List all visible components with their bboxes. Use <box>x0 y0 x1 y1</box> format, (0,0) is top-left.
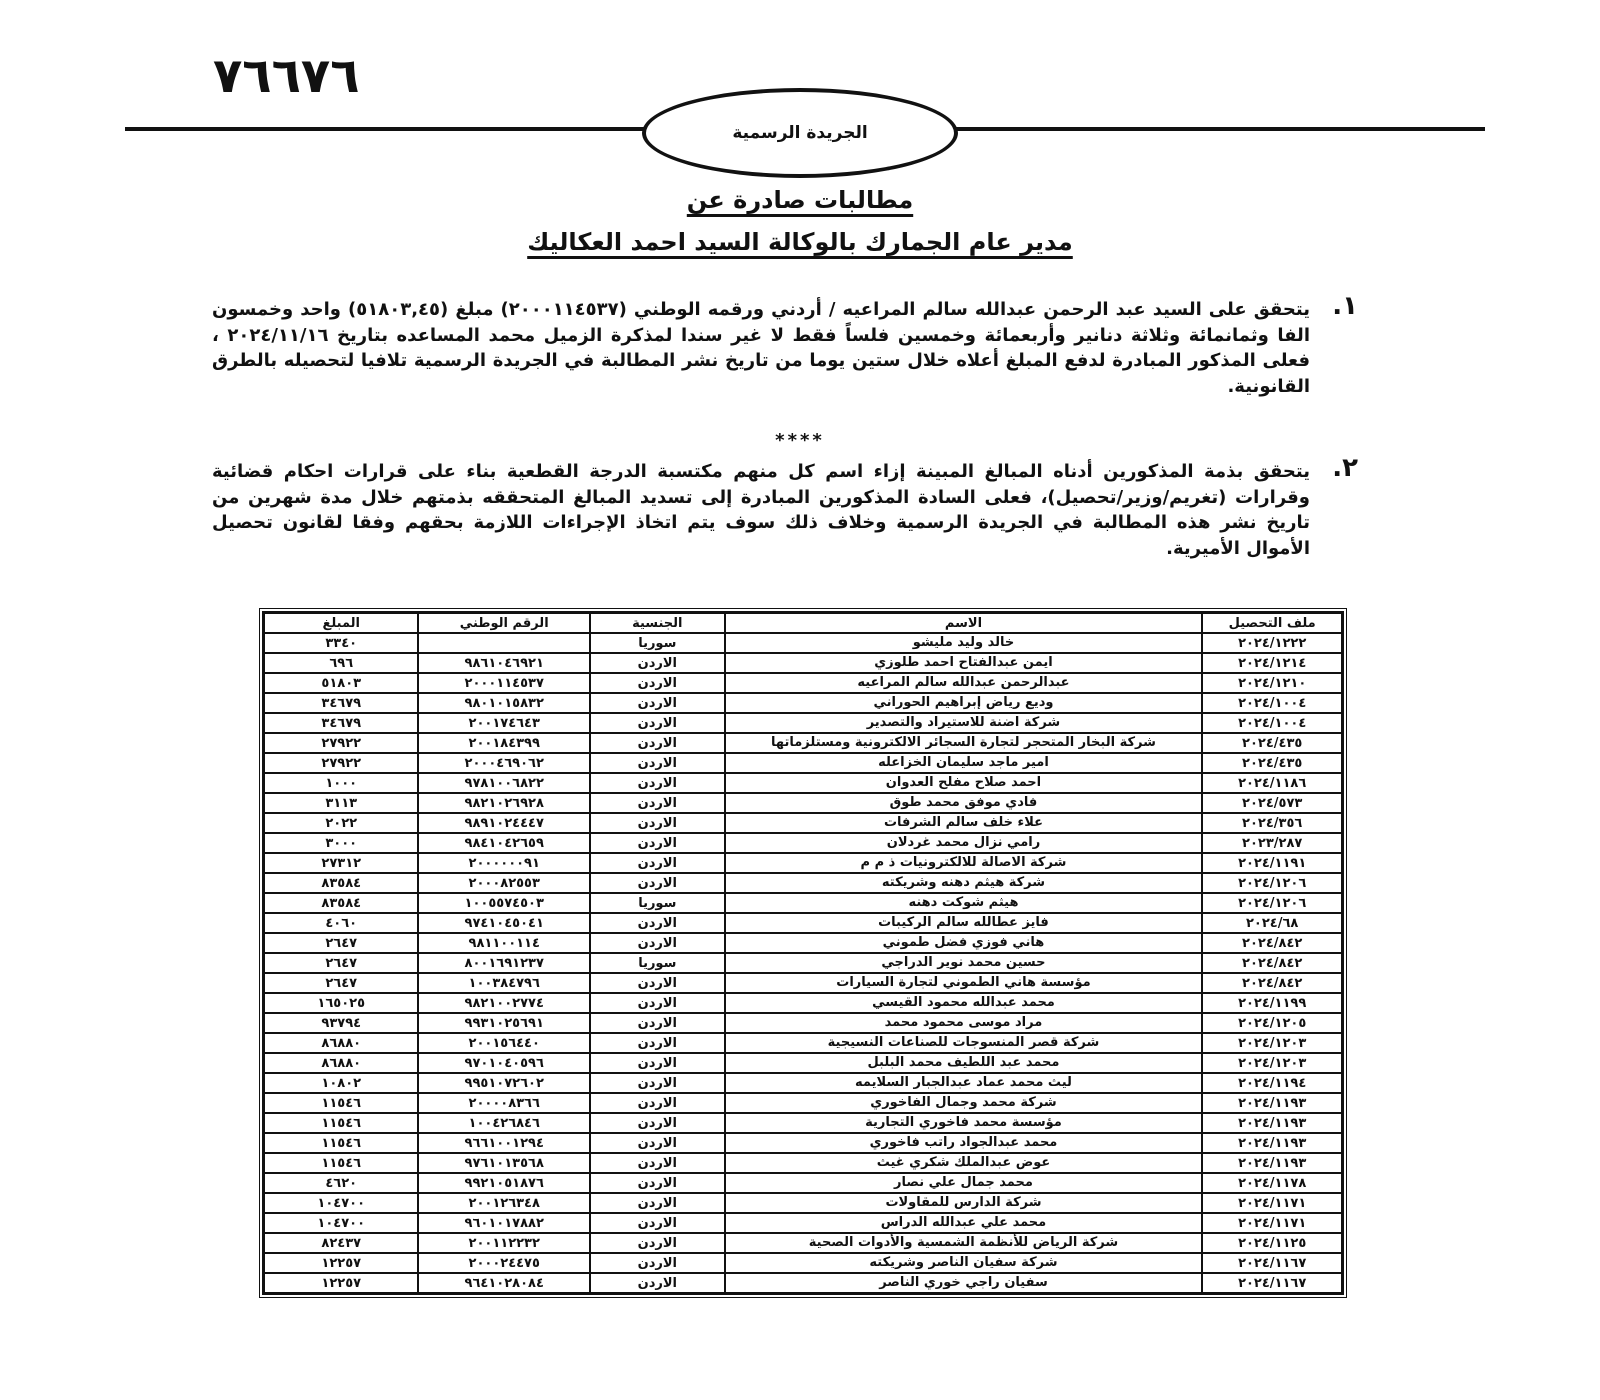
cell-file: ٢٠٢٤/١٢٠٥ <box>1202 1013 1342 1033</box>
paragraph-2 <box>212 453 1358 561</box>
cell-amount: ٣٠٠٠ <box>264 833 418 853</box>
cell-amount: ٢٠٢٢ <box>264 813 418 833</box>
table-row <box>264 753 1342 773</box>
cell-amount: ٢٦٤٧ <box>264 933 418 953</box>
cell-amount: ١٠٤٧٠٠ <box>264 1213 418 1233</box>
cell-name: ليث محمد عماد عبدالجبار السلايمه <box>725 1073 1203 1093</box>
cell-nationality: الاردن <box>590 1273 725 1293</box>
table-row <box>264 1233 1342 1253</box>
cell-nationality: الاردن <box>590 1153 725 1173</box>
cell-amount: ٣٣٤٠ <box>264 633 418 653</box>
cell-nationality: الاردن <box>590 913 725 933</box>
cell-file: ٢٠٢٤/١٢٠٣ <box>1202 1053 1342 1073</box>
cell-nationality: سوريا <box>590 953 725 973</box>
cell-amount: ١١٥٤٦ <box>264 1093 418 1113</box>
cell-nationality: الاردن <box>590 873 725 893</box>
table-row <box>264 633 1342 653</box>
title-line-2-text: مدير عام الجمارك بالوكالة السيد احمد العكاليك <box>527 228 1073 256</box>
cell-file: ٢٠٢٤/٤٣٥ <box>1202 753 1342 773</box>
cell-file: ٢٠٢٤/١٢٠٦ <box>1202 873 1342 893</box>
cell-national-id: ٩٩٢١٠٥١٨٧٦ <box>418 1173 590 1193</box>
table-row <box>264 1013 1342 1033</box>
cell-national-id: ٢٠٠٠٤٦٩٠٦٢ <box>418 753 590 773</box>
cell-file: ٢٠٢٤/١١٩٤ <box>1202 1073 1342 1093</box>
cell-national-id: ٢٠٠١١٢٢٣٢ <box>418 1233 590 1253</box>
header-nationality: الجنسية <box>590 613 725 633</box>
cell-nationality: سوريا <box>590 893 725 913</box>
table-row <box>264 833 1342 853</box>
cell-amount: ١١٥٤٦ <box>264 1153 418 1173</box>
cell-national-id: ٩٩٥١٠٧٢٦٠٢ <box>418 1073 590 1093</box>
cell-name: محمد عبدالله محمود القيسي <box>725 993 1203 1013</box>
cell-file: ٢٠٢٤/١٢٢٢ <box>1202 633 1342 653</box>
table-row <box>264 873 1342 893</box>
cell-name: وديع رياض إبراهيم الحوراني <box>725 693 1203 713</box>
cell-name: رامي نزال محمد غردلان <box>725 833 1203 853</box>
table-row <box>264 953 1342 973</box>
cell-nationality: سوريا <box>590 633 725 653</box>
cell-amount: ٨٦٨٨٠ <box>264 1033 418 1053</box>
cell-nationality: الاردن <box>590 833 725 853</box>
cell-file: ٢٠٢٤/١١٩٣ <box>1202 1113 1342 1133</box>
paragraph-2-number: ٢. <box>1332 453 1358 483</box>
cell-national-id: ٩٨١١٠٠١١٤ <box>418 933 590 953</box>
table-row <box>264 1093 1342 1113</box>
cell-file: ٢٠٢٤/٨٤٢ <box>1202 973 1342 993</box>
cell-file: ٢٠٢٤/١١٨٦ <box>1202 773 1342 793</box>
masthead-title: الجريدة الرسمية <box>732 123 868 143</box>
cell-amount: ١٦٥٠٢٥ <box>264 993 418 1013</box>
cell-file: ٢٠٢٤/٤٣٥ <box>1202 733 1342 753</box>
cell-amount: ٥١٨٠٣ <box>264 673 418 693</box>
cell-name: شركة سفيان الناصر وشريكته <box>725 1253 1203 1273</box>
cell-name: شركة اضنة للاستيراد والتصدير <box>725 713 1203 733</box>
cell-name: خالد وليد مليشو <box>725 633 1203 653</box>
paragraph-1-number: ١. <box>1332 291 1358 321</box>
cell-national-id: ٢٠٠١٢٦٣٤٨ <box>418 1193 590 1213</box>
table-row <box>264 1153 1342 1173</box>
separator-stars: **** <box>775 430 825 451</box>
cell-national-id: ٢٠٠٠٠٠٠٩١ <box>418 853 590 873</box>
cell-national-id: ٢٠٠٠٠٨٣٦٦ <box>418 1093 590 1113</box>
table-row <box>264 1033 1342 1053</box>
cell-amount: ٢٦٤٧ <box>264 973 418 993</box>
table-header-row <box>264 613 1342 633</box>
cell-name: شركة الرياض للأنظمة الشمسية والأدوات الصحية <box>725 1233 1203 1253</box>
cell-amount: ١٢٢٥٧ <box>264 1273 418 1293</box>
cell-name: مؤسسة محمد فاخوري التجارية <box>725 1113 1203 1133</box>
cell-name: شركة هيثم دهنه وشريكته <box>725 873 1203 893</box>
cell-national-id: ٢٠٠٠٢٤٤٧٥ <box>418 1253 590 1273</box>
cell-nationality: الاردن <box>590 653 725 673</box>
table-row <box>264 853 1342 873</box>
cell-nationality: الاردن <box>590 773 725 793</box>
cell-nationality: الاردن <box>590 1093 725 1113</box>
cell-nationality: الاردن <box>590 1193 725 1213</box>
table-row <box>264 1113 1342 1133</box>
table-row <box>264 1273 1342 1293</box>
cell-nationality: الاردن <box>590 1133 725 1153</box>
cell-nationality: الاردن <box>590 1013 725 1033</box>
cell-name: شركة قصر المنسوجات للصناعات النسيجية <box>725 1033 1203 1053</box>
cell-name: علاء خلف سالم الشرفات <box>725 813 1203 833</box>
cell-national-id: ٢٠٠٠٨٢٥٥٣ <box>418 873 590 893</box>
cell-national-id: ٩٨٠١٠١٥٨٣٢ <box>418 693 590 713</box>
cell-amount: ٩٣٧٩٤ <box>264 1013 418 1033</box>
cell-file: ٢٠٢٤/١٢٠٣ <box>1202 1033 1342 1053</box>
cell-nationality: الاردن <box>590 1253 725 1273</box>
cell-name: شركة الاصالة للالكترونيات ذ م م <box>725 853 1203 873</box>
cell-name: فايز عطالله سالم الركيبات <box>725 913 1203 933</box>
cell-nationality: الاردن <box>590 1053 725 1073</box>
cell-amount: ٢٧٣١٢ <box>264 853 418 873</box>
cell-file: ٢٠٢٤/١١٧١ <box>1202 1213 1342 1233</box>
cell-nationality: الاردن <box>590 1213 725 1233</box>
cell-nationality: الاردن <box>590 1173 725 1193</box>
cell-amount: ٢٧٩٢٢ <box>264 753 418 773</box>
cell-amount: ٦٩٦ <box>264 653 418 673</box>
cell-name: محمد عبد اللطيف محمد البلبل <box>725 1053 1203 1073</box>
table-row <box>264 893 1342 913</box>
cell-nationality: الاردن <box>590 733 725 753</box>
table-row <box>264 653 1342 673</box>
cell-national-id: ٢٠٠٠١١٤٥٣٧ <box>418 673 590 693</box>
cell-name: امير ماجد سليمان الخزاعله <box>725 753 1203 773</box>
cell-name: هاني فوزي فضل طموني <box>725 933 1203 953</box>
cell-national-id: ٩٨٢١٠٢٦٩٢٨ <box>418 793 590 813</box>
table-row <box>264 773 1342 793</box>
cell-name: عبدالرحمن عبدالله سالم المراعيه <box>725 673 1203 693</box>
cell-nationality: الاردن <box>590 933 725 953</box>
header-amount: المبلغ <box>264 613 418 633</box>
cell-file: ٢٠٢٤/١١٦٧ <box>1202 1273 1342 1293</box>
cell-file: ٢٠٢٣/٢٨٧ <box>1202 833 1342 853</box>
cell-amount: ١٠٤٧٠٠ <box>264 1193 418 1213</box>
cell-name: ايمن عبدالفتاح احمد طلوزي <box>725 653 1203 673</box>
cell-file: ٢٠٢٤/١١٧١ <box>1202 1193 1342 1213</box>
page-number: ٧٦٦٧٦ <box>213 48 360 104</box>
table-row <box>264 693 1342 713</box>
cell-name: محمد علي عبدالله الدراس <box>725 1213 1203 1233</box>
table-row <box>264 793 1342 813</box>
table-row <box>264 1193 1342 1213</box>
cell-national-id: ٩٦٠١٠١٧٨٨٢ <box>418 1213 590 1233</box>
cell-file: ٢٠٢٤/١١٦٧ <box>1202 1253 1342 1273</box>
cell-name: مؤسسة هاني الطموني لتجارة السيارات <box>725 973 1203 993</box>
cell-name: هيثم شوكت دهنه <box>725 893 1203 913</box>
cell-national-id: ١٠٠٣٨٤٧٩٦ <box>418 973 590 993</box>
table-row <box>264 1133 1342 1153</box>
cell-national-id: ٩٦٤١٠٢٨٠٨٤ <box>418 1273 590 1293</box>
paragraph-2-text: يتحقق بذمة المذكورين أدناه المبالغ المبينة إزاء اسم كل منهم مكتسبة الدرجة القطعية بناء على قرارات احكام قضائية وقرارات (تغريم/وزير/تحصيل)، فعلى السادة المذكورين المبادرة إلى تسديد المبالغ المتحققه بذمتهم خلال مدة شهرين من تاريخ نشر هذه المطالبة في الجريدة الرسمية وخلاف ذلك سوف يتم اتخاذ الإجراءات اللازمة بحقهم وفقا لقانون تحصيل الأموال الأميرية. <box>212 461 1310 559</box>
cell-national-id: ٩٧٦١٠١٣٥٦٨ <box>418 1153 590 1173</box>
cell-national-id: ٩٨٢١٠٠٢٧٧٤ <box>418 993 590 1013</box>
cell-amount: ٣٤٦٧٩ <box>264 693 418 713</box>
table-row <box>264 993 1342 1013</box>
cell-file: ٢٠٢٤/١٠٠٤ <box>1202 693 1342 713</box>
table-row <box>264 1253 1342 1273</box>
cell-name: محمد عبدالجواد راتب فاخوري <box>725 1133 1203 1153</box>
cell-file: ٢٠٢٤/١١٧٨ <box>1202 1173 1342 1193</box>
table-row <box>264 713 1342 733</box>
cell-nationality: الاردن <box>590 973 725 993</box>
cell-amount: ٨٢٤٣٧ <box>264 1233 418 1253</box>
cell-name: احمد صلاح مفلح العدوان <box>725 773 1203 793</box>
cell-amount: ١٠٨٠٢ <box>264 1073 418 1093</box>
cell-file: ٢٠٢٤/١٢١٤ <box>1202 653 1342 673</box>
cell-name: حسين محمد نوير الدراجي <box>725 953 1203 973</box>
table-row <box>264 733 1342 753</box>
paragraph-1-text: يتحقق على السيد عبد الرحمن عبدالله سالم المراعيه / أردني ورقمه الوطني (٢٠٠٠١١٤٥٣٧) مبلغ (٥١٨٠٣,٤٥) واحد وخمسون الفا وثمانمائة وثلاثة دنانير وأربعمائة وخمسين فلساً فقط لا غير سندا لمذكرة الزميل محمد المساعده بتاريخ ٢٠٢٤/١١/١٦ ، فعلى المذكور المبادرة لدفع المبلغ أعلاه خلال ستين يوما من تاريخ نشر المطالبة في الجريدة الرسمية تلافيا لتحصيله بالطرق القانونية. <box>212 299 1310 397</box>
claims-table <box>262 611 1344 1295</box>
cell-national-id: ٩٨٦١٠٤٦٩٢١ <box>418 653 590 673</box>
cell-amount: ٨٣٥٨٤ <box>264 893 418 913</box>
cell-national-id: ٨٠٠١٦٩١٢٣٧ <box>418 953 590 973</box>
cell-name: سفيان راجي خوري الناصر <box>725 1273 1203 1293</box>
cell-amount: ٢٧٩٢٢ <box>264 733 418 753</box>
title-line-1 <box>0 186 1600 214</box>
table-row <box>264 813 1342 833</box>
cell-file: ٢٠٢٤/٦٨ <box>1202 913 1342 933</box>
table-body <box>264 633 1342 1293</box>
header-national-id: الرقم الوطني <box>418 613 590 633</box>
cell-amount: ٤٠٦٠ <box>264 913 418 933</box>
cell-amount: ٤٦٢٠ <box>264 1173 418 1193</box>
cell-file: ٢٠٢٤/١١٩٣ <box>1202 1093 1342 1113</box>
cell-file: ٢٠٢٤/١٢٠٦ <box>1202 893 1342 913</box>
table-row <box>264 1173 1342 1193</box>
cell-national-id: ١٠٠٥٥٧٤٥٠٣ <box>418 893 590 913</box>
paragraph-1 <box>212 291 1358 399</box>
cell-national-id: ٩٦٦١٠٠١٢٩٤ <box>418 1133 590 1153</box>
cell-amount: ١٢٢٥٧ <box>264 1253 418 1273</box>
cell-nationality: الاردن <box>590 993 725 1013</box>
cell-nationality: الاردن <box>590 713 725 733</box>
cell-name: مراد موسى محمود محمد <box>725 1013 1203 1033</box>
cell-file: ٢٠٢٤/٥٧٣ <box>1202 793 1342 813</box>
header-name: الاسم <box>725 613 1203 633</box>
cell-nationality: الاردن <box>590 1113 725 1133</box>
table-row <box>264 673 1342 693</box>
cell-nationality: الاردن <box>590 853 725 873</box>
cell-file: ٢٠٢٤/٨٤٢ <box>1202 953 1342 973</box>
cell-national-id: ٩٧٠١٠٤٠٥٩٦ <box>418 1053 590 1073</box>
cell-nationality: الاردن <box>590 673 725 693</box>
cell-file: ٢٠٢٤/١٠٠٤ <box>1202 713 1342 733</box>
cell-name: شركة محمد وجمال الفاخوري <box>725 1093 1203 1113</box>
title-line-2 <box>0 228 1600 256</box>
cell-national-id: ١٠٠٤٢٦٨٤٦ <box>418 1113 590 1133</box>
cell-national-id: ٩٨٤١٠٤٢٦٥٩ <box>418 833 590 853</box>
cell-nationality: الاردن <box>590 1033 725 1053</box>
cell-file: ٢٠٢٤/١١٩٣ <box>1202 1133 1342 1153</box>
cell-national-id: ٢٠٠١٥٦٤٤٠ <box>418 1033 590 1053</box>
header-file: ملف التحصيل <box>1202 613 1342 633</box>
cell-national-id: ٩٧٨١٠٠٦٨٢٢ <box>418 773 590 793</box>
cell-name: فادي موفق محمد طوق <box>725 793 1203 813</box>
cell-national-id: ٩٧٤١٠٤٥٠٤١ <box>418 913 590 933</box>
cell-amount: ٨٦٨٨٠ <box>264 1053 418 1073</box>
cell-file: ٢٠٢٤/٣٥٦ <box>1202 813 1342 833</box>
cell-amount: ٢٦٤٧ <box>264 953 418 973</box>
cell-amount: ٣٤٦٧٩ <box>264 713 418 733</box>
table-row <box>264 1213 1342 1233</box>
cell-file: ٢٠٢٤/١١٩٩ <box>1202 993 1342 1013</box>
title-line-1-text: مطالبات صادرة عن <box>686 186 914 214</box>
cell-file: ٢٠٢٤/١١٢٥ <box>1202 1233 1342 1253</box>
cell-name: شركة البخار المتحجر لتجارة السجائر الالكترونية ومستلزماتها <box>725 733 1203 753</box>
cell-file: ٢٠٢٤/١١٩١ <box>1202 853 1342 873</box>
cell-nationality: الاردن <box>590 753 725 773</box>
cell-national-id: ٩٩٣١٠٢٥٦٩١ <box>418 1013 590 1033</box>
cell-file: ٢٠٢٤/١٢١٠ <box>1202 673 1342 693</box>
table-row <box>264 1073 1342 1093</box>
cell-name: شركة الدارس للمقاولات <box>725 1193 1203 1213</box>
table-row <box>264 913 1342 933</box>
cell-file: ٢٠٢٤/١١٩٣ <box>1202 1153 1342 1173</box>
table-row <box>264 973 1342 993</box>
cell-amount: ١١٥٤٦ <box>264 1133 418 1153</box>
cell-amount: ١٠٠٠ <box>264 773 418 793</box>
cell-nationality: الاردن <box>590 1073 725 1093</box>
cell-national-id <box>418 633 590 653</box>
cell-nationality: الاردن <box>590 693 725 713</box>
cell-amount: ١١٥٤٦ <box>264 1113 418 1133</box>
cell-amount: ٨٣٥٨٤ <box>264 873 418 893</box>
cell-national-id: ٩٨٩١٠٢٤٤٤٧ <box>418 813 590 833</box>
cell-file: ٢٠٢٤/٨٤٢ <box>1202 933 1342 953</box>
cell-national-id: ٢٠٠١٧٤٦٤٣ <box>418 713 590 733</box>
cell-name: محمد جمال علي نصار <box>725 1173 1203 1193</box>
table-row <box>264 1053 1342 1073</box>
table-row <box>264 933 1342 953</box>
cell-nationality: الاردن <box>590 813 725 833</box>
cell-name: عوض عبدالملك شكري غيث <box>725 1153 1203 1173</box>
cell-nationality: الاردن <box>590 793 725 813</box>
masthead-oval <box>642 88 958 178</box>
cell-national-id: ٢٠٠١٨٤٣٩٩ <box>418 733 590 753</box>
cell-amount: ٣١١٣ <box>264 793 418 813</box>
cell-nationality: الاردن <box>590 1233 725 1253</box>
